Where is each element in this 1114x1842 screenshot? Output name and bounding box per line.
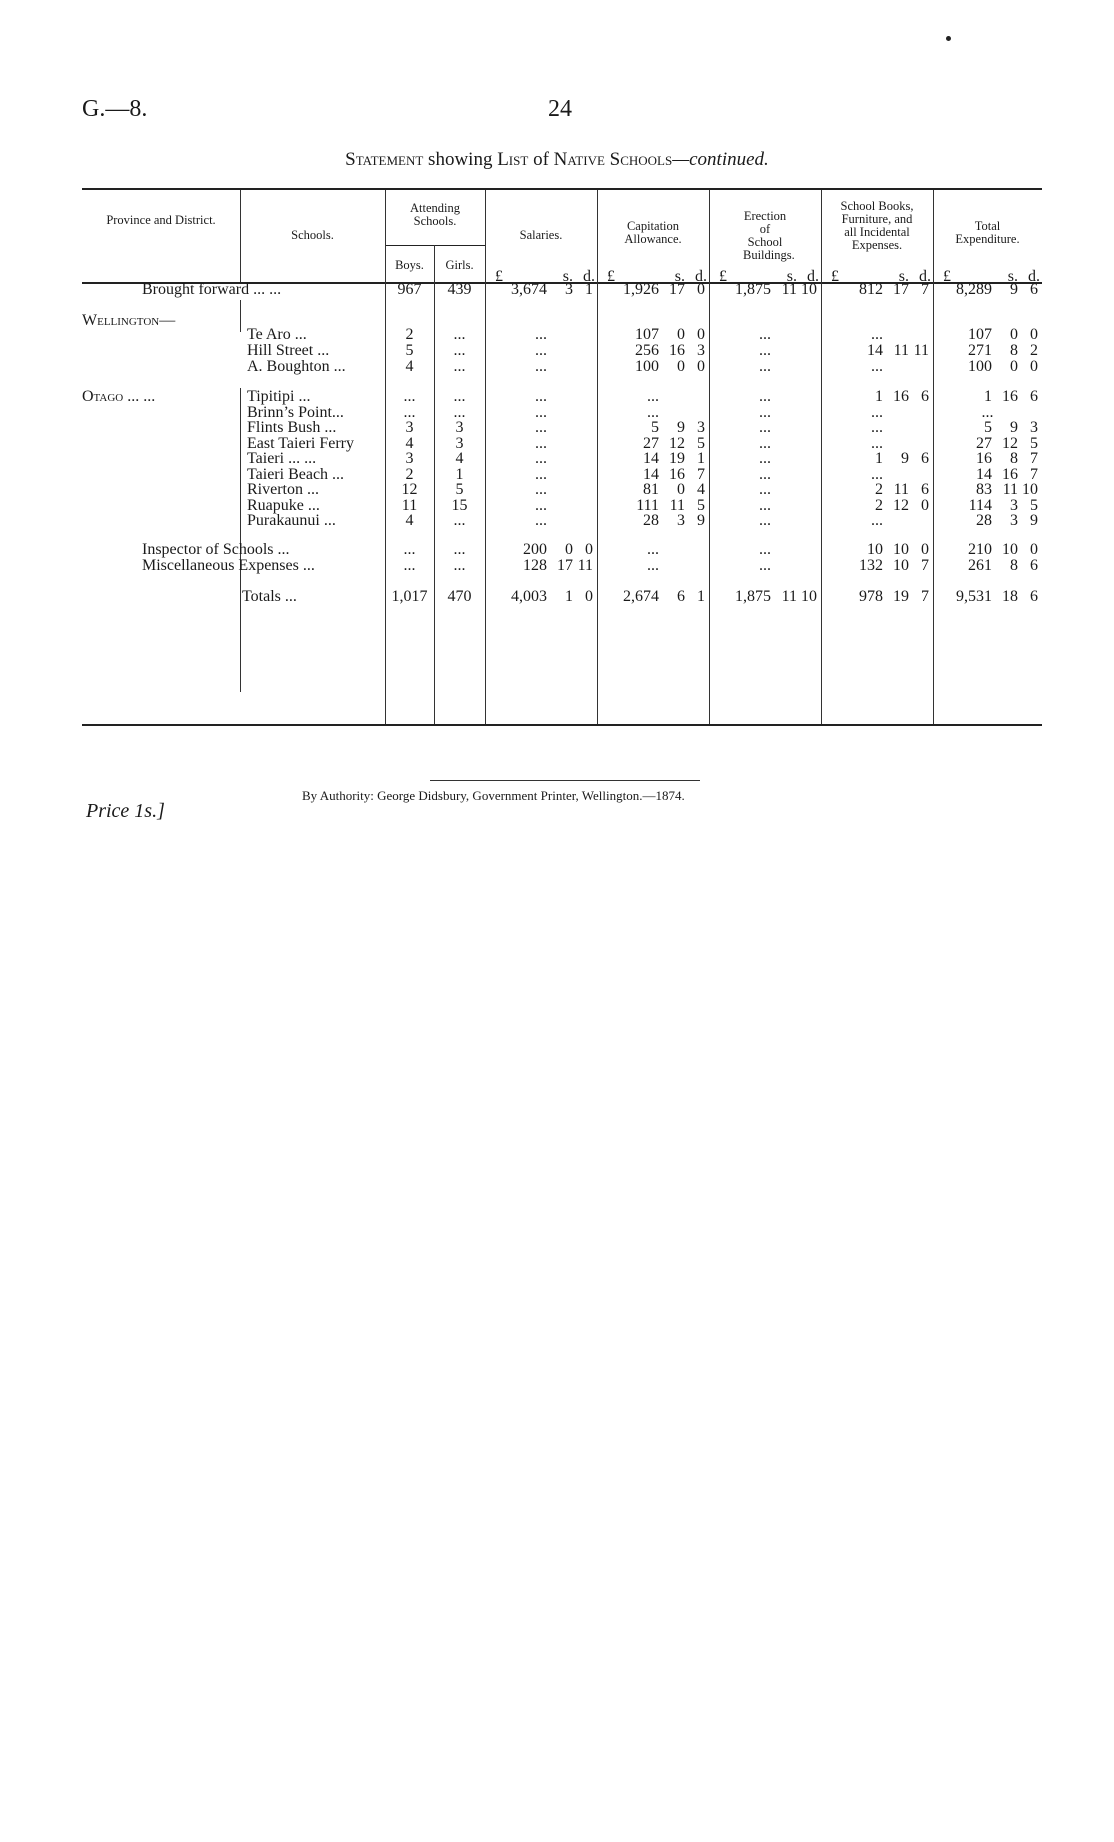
school-name: Taieri ... ... — [247, 450, 317, 467]
books-pounds: 2 — [875, 481, 883, 498]
total-pounds: 261 — [968, 557, 992, 574]
capitation-shillings: 3 — [677, 512, 685, 529]
boys-value: 11 — [401, 497, 418, 514]
salaries-empty: ... — [535, 326, 547, 343]
title-native-schools: Native Schools — [553, 149, 673, 170]
total-shillings: 16 — [1002, 388, 1018, 405]
title-continued: —continued. — [672, 149, 769, 170]
total-pence: 6 — [1030, 588, 1038, 605]
erection-empty: ... — [759, 557, 771, 574]
erection-empty: ... — [759, 326, 771, 343]
total-pence: 0 — [1030, 358, 1038, 375]
capitation-pounds: 28 — [643, 512, 659, 529]
capitation-empty: ... — [647, 404, 659, 421]
girls-value: 439 — [447, 281, 472, 298]
books-pounds: 812 — [859, 281, 883, 298]
erection-pence: 10 — [801, 281, 817, 298]
salaries-pounds: 4,003 — [511, 588, 547, 605]
pence-unit: d. — [807, 268, 819, 285]
capitation-pence: 7 — [697, 466, 705, 483]
capitation-shillings: 6 — [677, 588, 685, 605]
total-shillings: 3 — [1010, 512, 1018, 529]
girls-value: ... — [453, 326, 466, 343]
boys-value: 4 — [405, 358, 414, 375]
girls-value: ... — [453, 342, 466, 359]
total-pounds: 9,531 — [956, 588, 992, 605]
total-pounds: 8,289 — [956, 281, 992, 298]
books-empty: ... — [871, 435, 883, 452]
col-divider — [240, 300, 241, 332]
school-name: A. Boughton ... — [247, 358, 346, 375]
boys-value: 2 — [405, 466, 414, 483]
pence-unit: d. — [583, 268, 595, 285]
erection-empty: ... — [759, 342, 771, 359]
capitation-pounds: 14 — [643, 450, 659, 467]
province-otago: Otago ... ... — [82, 388, 156, 405]
page-title — [0, 149, 1114, 171]
total-shillings: 9 — [1010, 281, 1018, 298]
capitation-pence: 4 — [697, 481, 705, 498]
girls-value: ... — [453, 557, 466, 574]
boys-value: 1,017 — [391, 588, 428, 605]
capitation-pence: 5 — [697, 435, 705, 452]
salaries-shillings: 1 — [565, 588, 573, 605]
books-empty: ... — [871, 466, 883, 483]
boys-value: 5 — [405, 342, 414, 359]
capitation-pence: 3 — [697, 342, 705, 359]
school-name: Purakaunui ... — [247, 512, 336, 529]
capitation-shillings: 19 — [669, 450, 685, 467]
pound-sign: £ — [719, 268, 727, 285]
bottom-rule — [82, 724, 1042, 726]
pound-sign: £ — [495, 268, 503, 285]
row-label: Miscellaneous Expenses ... — [142, 557, 315, 574]
total-pounds: 28 — [976, 512, 992, 529]
school-name: Riverton ... — [247, 481, 319, 498]
total-shillings: 0 — [1010, 326, 1018, 343]
title-statement: Statement — [345, 149, 424, 170]
books-empty: ... — [871, 326, 883, 343]
total-pence: 5 — [1030, 435, 1038, 452]
books-pounds: 978 — [859, 588, 883, 605]
capitation-shillings: 0 — [677, 326, 685, 343]
col-divider — [240, 388, 241, 692]
girls-value: 15 — [451, 497, 468, 514]
capitation-shillings: 11 — [669, 497, 685, 514]
header-salaries: Salaries. — [519, 228, 563, 242]
school-name: Taieri Beach ... — [247, 466, 345, 483]
salaries-pence: 11 — [577, 557, 593, 574]
books-shillings: 12 — [893, 497, 909, 514]
salaries-empty: ... — [535, 404, 547, 421]
capitation-shillings: 0 — [677, 481, 685, 498]
total-pence: 9 — [1030, 512, 1038, 529]
salaries-empty: ... — [535, 512, 547, 529]
pence-unit: d. — [1028, 268, 1040, 285]
erection-pence: 10 — [801, 588, 817, 605]
total-pounds: 114 — [968, 497, 992, 514]
capitation-pounds: 2,674 — [623, 588, 659, 605]
boys-value: 12 — [401, 481, 418, 498]
salaries-shillings: 3 — [565, 281, 573, 298]
boys-value: 967 — [397, 281, 422, 298]
total-pounds: 27 — [976, 435, 992, 452]
document-reference: G.—8. — [82, 96, 148, 122]
salaries-pounds: 3,674 — [511, 281, 547, 298]
books-pounds: 132 — [859, 557, 883, 574]
salaries-shillings: 17 — [557, 557, 573, 574]
title-of: of — [528, 149, 554, 170]
row-label: Brought forward ... ... — [142, 281, 282, 298]
total-pence: 6 — [1030, 557, 1038, 574]
books-pence: 0 — [921, 541, 929, 558]
header-books: School Books, Furniture, and all Incidental Expenses. — [840, 199, 914, 252]
girls-value: ... — [453, 388, 466, 405]
boys-value: 2 — [405, 326, 414, 343]
salaries-empty: ... — [535, 388, 547, 405]
school-name: East Taieri Ferry — [247, 435, 354, 452]
erection-empty: ... — [759, 497, 771, 514]
capitation-shillings: 16 — [669, 342, 685, 359]
total-shillings: 8 — [1010, 557, 1018, 574]
capitation-pounds: 5 — [651, 419, 659, 436]
shilling-unit: s. — [786, 268, 797, 285]
total-shillings: 8 — [1010, 450, 1018, 467]
books-pounds: 1 — [875, 450, 883, 467]
school-name: Te Aro ... — [247, 326, 307, 343]
province-wellington: Wellington— — [82, 312, 176, 329]
books-pence: 6 — [921, 388, 929, 405]
boys-value: ... — [403, 557, 416, 574]
total-shillings: 10 — [1002, 541, 1018, 558]
girls-value: ... — [453, 512, 466, 529]
pence-unit: d. — [695, 268, 707, 285]
capitation-pounds: 1,926 — [623, 281, 659, 298]
row-label: Totals ... — [242, 588, 297, 605]
books-shillings: 10 — [893, 541, 909, 558]
boys-value: 4 — [405, 435, 414, 452]
capitation-pounds: 81 — [643, 481, 659, 498]
salaries-empty: ... — [535, 481, 547, 498]
total-pence: 2 — [1030, 342, 1038, 359]
erection-pounds: 1,875 — [735, 281, 771, 298]
erection-empty: ... — [759, 450, 771, 467]
row-label: Inspector of Schools ... — [142, 541, 290, 558]
salaries-pence: 0 — [585, 588, 593, 605]
books-shillings: 10 — [893, 557, 909, 574]
pound-sign: £ — [831, 268, 839, 285]
books-pence: 7 — [921, 588, 929, 605]
pence-unit: d. — [919, 268, 931, 285]
capitation-pounds: 14 — [643, 466, 659, 483]
total-pounds: 100 — [968, 358, 992, 375]
books-pence: 11 — [913, 342, 929, 359]
books-empty: ... — [871, 358, 883, 375]
school-name: Hill Street ... — [247, 342, 330, 359]
school-name: Brinn’s Point... — [247, 404, 344, 421]
books-pounds: 14 — [867, 342, 883, 359]
attending-rule — [385, 245, 485, 246]
header-schools: Schools. — [291, 228, 334, 242]
total-shillings: 0 — [1010, 358, 1018, 375]
salaries-empty: ... — [535, 358, 547, 375]
capitation-pence: 1 — [697, 450, 705, 467]
capitation-shillings: 16 — [669, 466, 685, 483]
girls-value: 3 — [455, 435, 464, 452]
total-empty: ... — [981, 404, 994, 421]
capitation-pence: 0 — [697, 326, 705, 343]
total-pounds: 1 — [984, 388, 992, 405]
capitation-pence: 9 — [697, 512, 705, 529]
shilling-unit: s. — [674, 268, 685, 285]
authority-rule — [430, 780, 700, 781]
header-boys: Boys. — [395, 258, 424, 272]
boys-value: ... — [403, 388, 416, 405]
erection-empty: ... — [759, 388, 771, 405]
books-pence: 7 — [921, 281, 929, 298]
capitation-empty: ... — [647, 541, 659, 558]
erection-shillings: 11 — [781, 281, 797, 298]
total-pounds: 14 — [976, 466, 992, 483]
title-showing: showing — [423, 149, 498, 170]
salaries-pounds: 200 — [523, 541, 547, 558]
capitation-shillings: 9 — [677, 419, 685, 436]
salaries-shillings: 0 — [565, 541, 573, 558]
erection-empty: ... — [759, 481, 771, 498]
total-shillings: 16 — [1002, 466, 1018, 483]
salaries-empty: ... — [535, 450, 547, 467]
page-number: 24 — [548, 96, 572, 122]
erection-empty: ... — [759, 512, 771, 529]
total-pounds: 83 — [976, 481, 992, 498]
top-rule — [82, 188, 1042, 190]
total-pounds: 271 — [968, 342, 992, 359]
books-pence: 6 — [921, 481, 929, 498]
girls-value: 4 — [455, 450, 464, 467]
books-shillings: 19 — [893, 588, 909, 605]
total-shillings: 3 — [1010, 497, 1018, 514]
salaries-pence: 1 — [585, 281, 593, 298]
header-attending: Attending Schools. — [410, 201, 460, 228]
books-shillings: 11 — [893, 481, 909, 498]
capitation-pence: 0 — [697, 281, 705, 298]
erection-empty: ... — [759, 435, 771, 452]
total-pence: 10 — [1022, 481, 1038, 498]
erection-empty: ... — [759, 541, 771, 558]
books-pence: 6 — [921, 450, 929, 467]
boys-value: ... — [403, 541, 416, 558]
capitation-shillings: 12 — [669, 435, 685, 452]
total-shillings: 9 — [1010, 419, 1018, 436]
total-pence: 0 — [1030, 326, 1038, 343]
shilling-unit: s. — [1007, 268, 1018, 285]
title-list: List — [497, 149, 529, 170]
girls-value: ... — [453, 358, 466, 375]
books-shillings: 16 — [893, 388, 909, 405]
total-pence: 7 — [1030, 450, 1038, 467]
total-pence: 3 — [1030, 419, 1038, 436]
total-shillings: 8 — [1010, 342, 1018, 359]
books-pence: 7 — [921, 557, 929, 574]
school-name: Tipitipi ... — [247, 388, 311, 405]
header-province: Province and District. — [106, 213, 216, 227]
total-shillings: 18 — [1002, 588, 1018, 605]
salaries-empty: ... — [535, 435, 547, 452]
total-pence: 7 — [1030, 466, 1038, 483]
header-capitation: Capitation Allowance. — [624, 219, 682, 246]
total-pounds: 16 — [976, 450, 992, 467]
capitation-shillings: 0 — [677, 358, 685, 375]
capitation-pence: 5 — [697, 497, 705, 514]
school-name: Ruapuke ... — [247, 497, 320, 514]
ink-spot — [946, 36, 951, 41]
header-erection: Erection of School Buildings. — [743, 209, 795, 262]
total-pence: 6 — [1030, 281, 1038, 298]
salaries-empty: ... — [535, 497, 547, 514]
total-pence: 0 — [1030, 541, 1038, 558]
books-shillings: 11 — [893, 342, 909, 359]
salaries-empty: ... — [535, 342, 547, 359]
girls-value: ... — [453, 404, 466, 421]
price-note: Price 1s.] — [86, 800, 165, 822]
capitation-pounds: 100 — [635, 358, 659, 375]
total-pence: 5 — [1030, 497, 1038, 514]
erection-shillings: 11 — [781, 588, 797, 605]
header-total: Total Expenditure. — [955, 219, 1020, 246]
erection-pounds: 1,875 — [735, 588, 771, 605]
capitation-pounds: 107 — [635, 326, 659, 343]
salaries-pounds: 128 — [523, 557, 547, 574]
capitation-empty: ... — [647, 388, 659, 405]
erection-empty: ... — [759, 404, 771, 421]
books-shillings: 17 — [893, 281, 909, 298]
books-pounds: 2 — [875, 497, 883, 514]
capitation-pence: 0 — [697, 358, 705, 375]
capitation-empty: ... — [647, 557, 659, 574]
total-pounds: 210 — [968, 541, 992, 558]
salaries-pence: 0 — [585, 541, 593, 558]
header-girls: Girls. — [445, 258, 474, 272]
erection-empty: ... — [759, 419, 771, 436]
girls-value: 3 — [455, 419, 464, 436]
total-pounds: 5 — [984, 419, 992, 436]
books-pence: 0 — [921, 497, 929, 514]
salaries-empty: ... — [535, 466, 547, 483]
erection-empty: ... — [759, 358, 771, 375]
shilling-unit: s. — [562, 268, 573, 285]
books-pounds: 10 — [867, 541, 883, 558]
printer-authority: By Authority: George Didsbury, Government Printer, Wellington.—1874. — [302, 788, 685, 803]
capitation-pounds: 27 — [643, 435, 659, 452]
boys-value: 3 — [405, 419, 414, 436]
capitation-pounds: 111 — [636, 497, 659, 514]
native-schools-table — [82, 188, 1042, 728]
salaries-empty: ... — [535, 419, 547, 436]
pound-sign: £ — [607, 268, 615, 285]
girls-value: ... — [453, 541, 466, 558]
total-shillings: 12 — [1002, 435, 1018, 452]
pound-sign: £ — [943, 268, 951, 285]
total-pounds: 107 — [968, 326, 992, 343]
books-empty: ... — [871, 512, 883, 529]
books-empty: ... — [871, 404, 883, 421]
total-pence: 6 — [1030, 388, 1038, 405]
boys-value: ... — [403, 404, 416, 421]
girls-value: 5 — [455, 481, 464, 498]
capitation-pounds: 256 — [635, 342, 659, 359]
capitation-pence: 3 — [697, 419, 705, 436]
boys-value: 4 — [405, 512, 414, 529]
girls-value: 1 — [455, 466, 464, 483]
books-empty: ... — [871, 419, 883, 436]
girls-value: 470 — [447, 588, 472, 605]
books-shillings: 9 — [901, 450, 909, 467]
capitation-shillings: 17 — [669, 281, 685, 298]
capitation-pence: 1 — [697, 588, 705, 605]
shilling-unit: s. — [898, 268, 909, 285]
school-name: Flints Bush ... — [247, 419, 337, 436]
erection-empty: ... — [759, 466, 771, 483]
total-shillings: 11 — [1002, 481, 1018, 498]
boys-value: 3 — [405, 450, 414, 467]
books-pounds: 1 — [875, 388, 883, 405]
